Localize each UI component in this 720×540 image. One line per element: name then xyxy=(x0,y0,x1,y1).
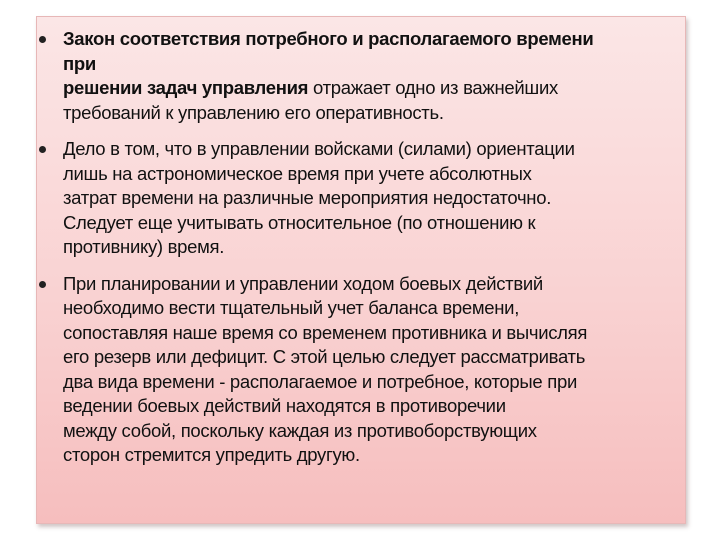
bullet-item-3 xyxy=(37,272,685,468)
text-line: сопоставляя наше время со временем противника и вычисляя xyxy=(63,321,588,343)
text-line: противнику) время. xyxy=(63,236,225,257)
bullet-dot-icon xyxy=(39,36,46,43)
text-line: ведении боевых действий находятся в противоречии xyxy=(63,395,506,416)
text-line: сторон стремится упредить другую. xyxy=(63,444,360,465)
text-line xyxy=(63,76,679,101)
text-line xyxy=(63,52,679,77)
text-line: Следует еще учитывать относительное (по отношению к xyxy=(63,211,536,233)
text-line: затрат времени на различные мероприятия недостаточно. xyxy=(63,187,552,208)
bold-text: Закон соответствия потребного и располагаемого времени xyxy=(63,28,594,49)
bullet-dot-icon xyxy=(39,146,46,153)
text-line: При планировании и управлении ходом боевых действий xyxy=(63,272,543,294)
text-line: между собой, поскольку каждая из противоборствующих xyxy=(63,419,537,441)
normal-text: требований к управлению его оперативность. xyxy=(63,101,444,123)
text-line: его резерв или дефицит. С этой целью следует рассматривать xyxy=(63,346,586,367)
text-line xyxy=(63,101,679,126)
content-box xyxy=(36,16,686,524)
bold-text: при xyxy=(63,52,96,74)
text-line: два вида времени - располагаемое и потребное, которые при xyxy=(63,370,577,392)
bullet-item-2 xyxy=(37,137,685,260)
bold-text: решении задач управления xyxy=(63,77,314,98)
text-line: лишь на астрономическое время при учете абсолютных xyxy=(63,162,532,184)
normal-text: отражает одно из важнейших xyxy=(313,77,558,98)
bullet-dot-icon xyxy=(39,281,46,288)
text-line xyxy=(63,27,679,52)
text-line: необходимо вести тщательный учет баланса времени, xyxy=(63,297,520,318)
bullet-item-1 xyxy=(37,27,685,125)
text-line: Дело в том, что в управлении войсками (силами) ориентации xyxy=(63,138,575,159)
bullet-list xyxy=(37,27,685,480)
